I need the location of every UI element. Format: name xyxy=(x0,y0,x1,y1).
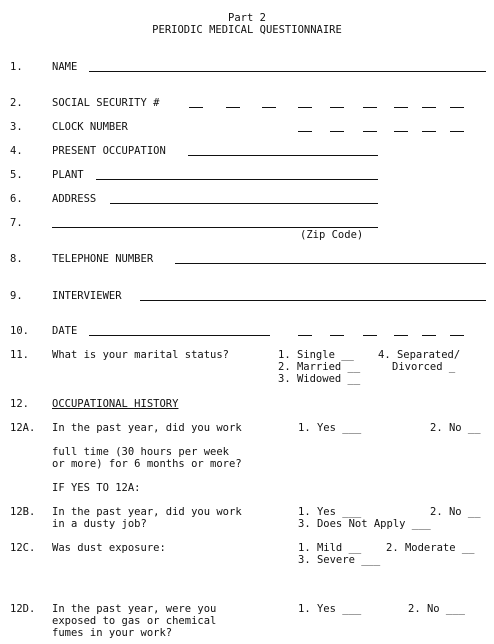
q9-label: INTERVIEWER xyxy=(52,290,122,302)
q12d-yes-option[interactable]: 1. Yes ___ xyxy=(298,603,362,615)
q12a-yes-option[interactable]: 1. Yes ___ xyxy=(298,422,362,434)
ssn-digit-2[interactable] xyxy=(226,107,240,108)
q4-number: 4. xyxy=(10,145,23,157)
q2-label: SOCIAL SECURITY # xyxy=(52,97,160,109)
clock-digit-6[interactable] xyxy=(450,131,464,132)
q10-number: 10. xyxy=(10,325,29,337)
ssn-digit-8[interactable] xyxy=(422,107,436,108)
q12b-number: 12B. xyxy=(10,506,36,518)
q8-number: 8. xyxy=(10,253,23,265)
q12d-line-3: fumes in your work? xyxy=(52,627,173,639)
q12c-number: 12C. xyxy=(10,542,36,554)
marital-option-married[interactable]: 2. Married __ xyxy=(278,361,361,373)
form-title: PERIODIC MEDICAL QUESTIONNAIRE xyxy=(152,24,342,36)
q6-label: ADDRESS xyxy=(52,193,97,205)
clock-digit-1[interactable] xyxy=(298,131,312,132)
part-heading: Part 2 xyxy=(228,12,266,24)
q12d-number: 12D. xyxy=(10,603,36,615)
date-digit-4[interactable] xyxy=(394,335,408,336)
q12a-line-2: full time (30 hours per week xyxy=(52,446,230,458)
name-field[interactable] xyxy=(89,71,486,72)
ssn-digit-3[interactable] xyxy=(262,107,276,108)
q12d-line-1: In the past year, were you xyxy=(52,603,217,615)
q12a-line-1: In the past year, did you work xyxy=(52,422,242,434)
q12-number: 12. xyxy=(10,398,29,410)
marital-option-single[interactable]: 1. Single __ xyxy=(278,349,354,361)
date-digit-5[interactable] xyxy=(422,335,436,336)
if-yes-instruction: IF YES TO 12A: xyxy=(52,482,141,494)
date-digit-6[interactable] xyxy=(450,335,464,336)
date-digit-2[interactable] xyxy=(330,335,344,336)
interviewer-field[interactable] xyxy=(140,300,486,301)
marital-option-divorced[interactable]: Divorced _ xyxy=(392,361,456,373)
marital-option-widowed[interactable]: 3. Widowed __ xyxy=(278,373,361,385)
q3-number: 3. xyxy=(10,121,23,133)
q12d-no-option[interactable]: 2. No ___ xyxy=(408,603,465,615)
q4-label: PRESENT OCCUPATION xyxy=(52,145,166,157)
q12b-yes-option[interactable]: 1. Yes ___ xyxy=(298,506,362,518)
date-digit-3[interactable] xyxy=(363,335,377,336)
section-heading: OCCUPATIONAL HISTORY xyxy=(52,398,179,410)
ssn-digit-9[interactable] xyxy=(450,107,464,108)
clock-digit-2[interactable] xyxy=(330,131,344,132)
q8-label: TELEPHONE NUMBER xyxy=(52,253,154,265)
date-field[interactable] xyxy=(89,335,270,336)
q6-number: 6. xyxy=(10,193,23,205)
q11-number: 11. xyxy=(10,349,29,361)
q3-label: CLOCK NUMBER xyxy=(52,121,128,133)
q12a-number: 12A. xyxy=(10,422,36,434)
q12c-line-1: Was dust exposure: xyxy=(52,542,166,554)
q12d-line-2: exposed to gas or chemical xyxy=(52,615,217,627)
q12a-line-3: or more) for 6 months or more? xyxy=(52,458,242,470)
clock-digit-3[interactable] xyxy=(363,131,377,132)
q12b-line-1: In the past year, did you work xyxy=(52,506,242,518)
dust-mild-option[interactable]: 1. Mild __ xyxy=(298,542,362,554)
q9-number: 9. xyxy=(10,290,23,302)
q12b-no-option[interactable]: 2. No __ xyxy=(430,506,481,518)
q12b-line-2: in a dusty job? xyxy=(52,518,147,530)
occupation-field[interactable] xyxy=(188,155,378,156)
clock-digit-5[interactable] xyxy=(422,131,436,132)
q12a-no-option[interactable]: 2. No __ xyxy=(430,422,481,434)
q5-label: PLANT xyxy=(52,169,84,181)
date-digit-1[interactable] xyxy=(298,335,312,336)
ssn-digit-6[interactable] xyxy=(363,107,377,108)
address-field[interactable] xyxy=(110,203,378,204)
q11-question: What is your marital status? xyxy=(52,349,230,361)
q5-number: 5. xyxy=(10,169,23,181)
zip-code-label: (Zip Code) xyxy=(300,229,364,241)
plant-field[interactable] xyxy=(96,179,378,180)
dust-severe-option[interactable]: 3. Severe ___ xyxy=(298,554,381,566)
q12b-not-apply-option[interactable]: 3. Does Not Apply ___ xyxy=(298,518,431,530)
ssn-digit-5[interactable] xyxy=(330,107,344,108)
marital-option-separated[interactable]: 4. Separated/ xyxy=(378,349,461,361)
dust-moderate-option[interactable]: 2. Moderate __ xyxy=(386,542,475,554)
q1-number: 1. xyxy=(10,61,23,73)
ssn-digit-7[interactable] xyxy=(394,107,408,108)
ssn-digit-1[interactable] xyxy=(189,107,203,108)
q2-number: 2. xyxy=(10,97,23,109)
q7-number: 7. xyxy=(10,217,23,229)
clock-digit-4[interactable] xyxy=(394,131,408,132)
ssn-digit-4[interactable] xyxy=(298,107,312,108)
address-line-2-field[interactable] xyxy=(52,227,378,228)
q1-label: NAME xyxy=(52,61,78,73)
q10-label: DATE xyxy=(52,325,78,337)
telephone-field[interactable] xyxy=(175,263,486,264)
